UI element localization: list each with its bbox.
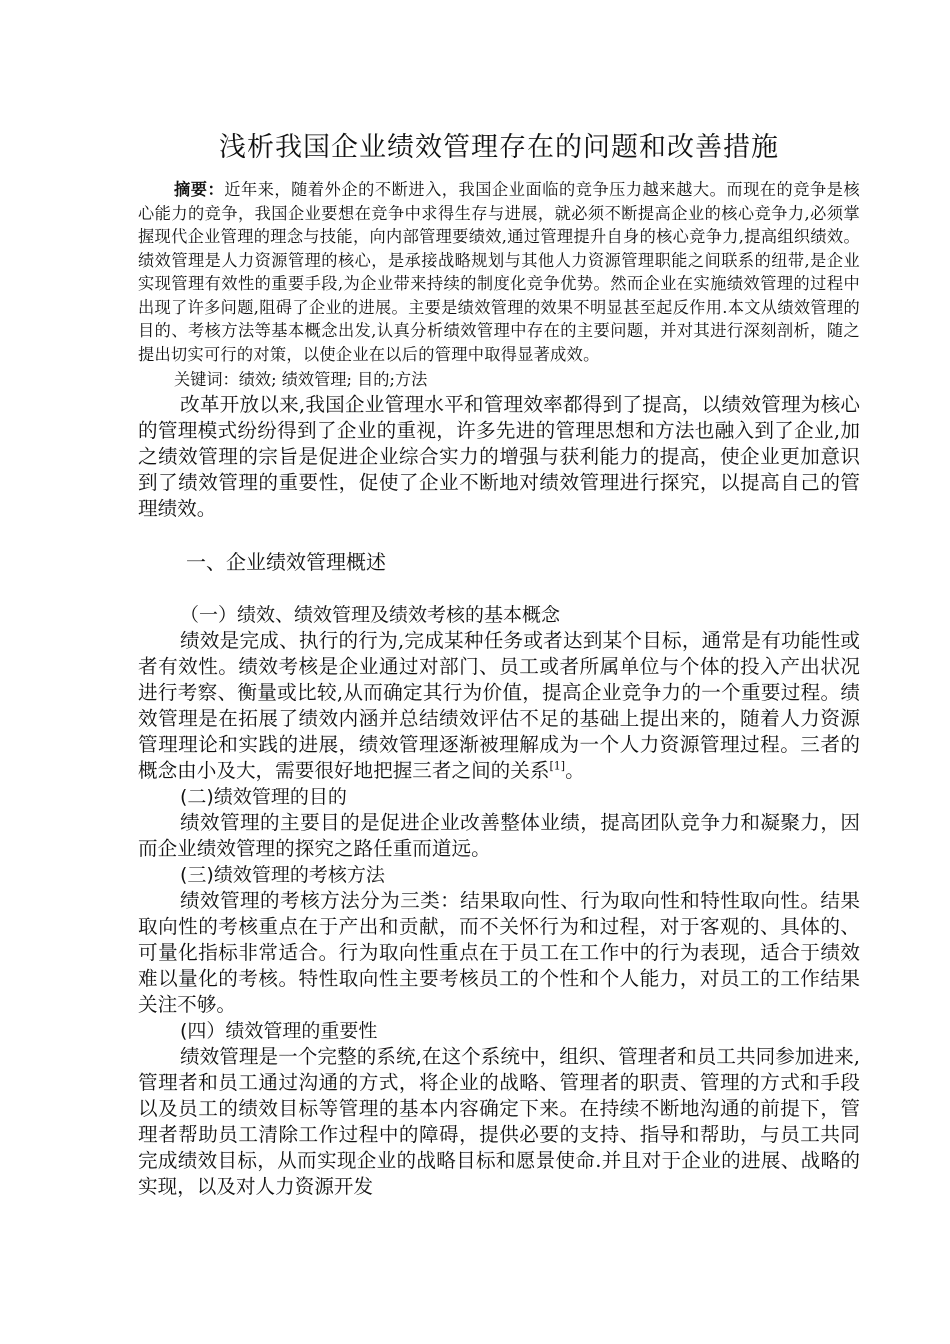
subsection-heading-concepts: （一）绩效、绩效管理及绩效考核的基本概念 bbox=[180, 603, 561, 626]
abstract bbox=[138, 178, 860, 366]
subsection-heading-purpose: (二)绩效管理的目的 bbox=[180, 785, 347, 808]
concepts-paragraph bbox=[138, 628, 860, 784]
paper-title: 浅析我国企业绩效管理存在的问题和改善措施 bbox=[219, 132, 779, 163]
purpose-paragraph: 绩效管理的主要目的是促进企业改善整体业绩，提高团队竞争力和凝聚力，因而企业绩效管理的探究之路任重而道远。 bbox=[138, 810, 860, 860]
abstract-label: 摘要： bbox=[174, 180, 225, 199]
abstract-text: 近年来，随着外企的不断进入，我国企业面临的竞争压力越来越大。而现在的竞争是核心能力的竞争，我国企业要想在竞争中求得生存与进展，就必须不断提高企业的核心竞争力,必须掌握现代企业管理的理念与技能，向内部管理要绩效,通过管理提升自身的核心竞争力,提高组织绩效。绩效管理是人力资源管理的核心，是承接战略规划与其他人力资源管理职能之间联系的纽带,是企业实现管理有效性的重要手段,为企业带来持续的制度化竞争优势。然而企业在实施绩效管理的过程中出现了许多问题,阻碍了企业的进展。主要是绩效管理的效果不明显甚至起反作用.本文从绩效管理的目的、考核方法等基本概念出发,认真分析绩效管理中存在的主要问题，并对其进行深刻剖析，随之提出切实可行的对策，以使企业在以后的管理中取得显著成效。 bbox=[138, 180, 860, 364]
intro-paragraph: 改革开放以来,我国企业管理水平和管理效率都得到了提高，以绩效管理为核心的管理模式纷纷得到了企业的重视，许多先进的管理思想和方法也融入到了企业,加之绩效管理的宗旨是促进企业综合实力的增强与获利能力的提高，使企业更加意识到了绩效管理的重要性，促使了企业不断地对绩效管理进行探究，以提高自己的管理绩效。 bbox=[138, 392, 860, 520]
document-content bbox=[138, 128, 860, 1200]
subsection-heading-importance: (四）绩效管理的重要性 bbox=[180, 1019, 378, 1042]
importance-paragraph: 绩效管理是一个完整的系统,在这个系统中，组织、管理者和员工共同参加进来,管理者和员工通过沟通的方式，将企业的战略、管理者的职责、管理的方式和手段以及员工的绩效目标等管理的基本内容确定下来。在持续不断地沟通的前提下，管理者帮助员工清除工作过程中的障碍，提供必要的支持、指导和帮助，与员工共同完成绩效目标，从而实现企业的战略目标和愿景使命.并且对于企业的进展、战略的实现，以及对人力资源开发 bbox=[138, 1044, 860, 1198]
concepts-tail: 。 bbox=[565, 758, 585, 782]
subsection-heading-methods: (三)绩效管理的考核方法 bbox=[180, 863, 385, 886]
keywords bbox=[138, 368, 860, 392]
citation-ref[interactable]: [1] bbox=[549, 758, 566, 772]
methods-paragraph: 绩效管理的考核方法分为三类：结果取向性、行为取向性和特性取向性。结果取向性的考核重点在于产出和贡献，而不关怀行为和过程，对于客观的、具体的、可量化指标非常适合。行为取向性重点在于员工在工作中的行为表现，适合于绩效难以量化的考核。特性取向性主要考核员工的个性和个人能力，对员工的工作结果关注不够。 bbox=[138, 888, 860, 1016]
keywords-label: 关键词： bbox=[174, 370, 239, 389]
concepts-text: 绩效是完成、执行的行为,完成某种任务或者达到某个目标，通常是有功能性或者有效性。绩效考核是企业通过对部门、员工或者所属单位与个体的投入产出状况进行考察、衡量或比较,从而确定其行为价值，提高企业竞争力的一个重要过程。绩效管理是在拓展了绩效内涵并总结绩效评估不足的基础上提出来的，随着人力资源管理理论和实践的进展，绩效管理逐渐被理解成为一个人力资源管理过程。三者的概念由小及大，需要很好地把握三者之间的关系 bbox=[138, 628, 860, 782]
keywords-text: 绩效; 绩效管理; 目的;方法 bbox=[238, 370, 428, 389]
section-heading-overview: 一、企业绩效管理概述 bbox=[186, 549, 386, 574]
